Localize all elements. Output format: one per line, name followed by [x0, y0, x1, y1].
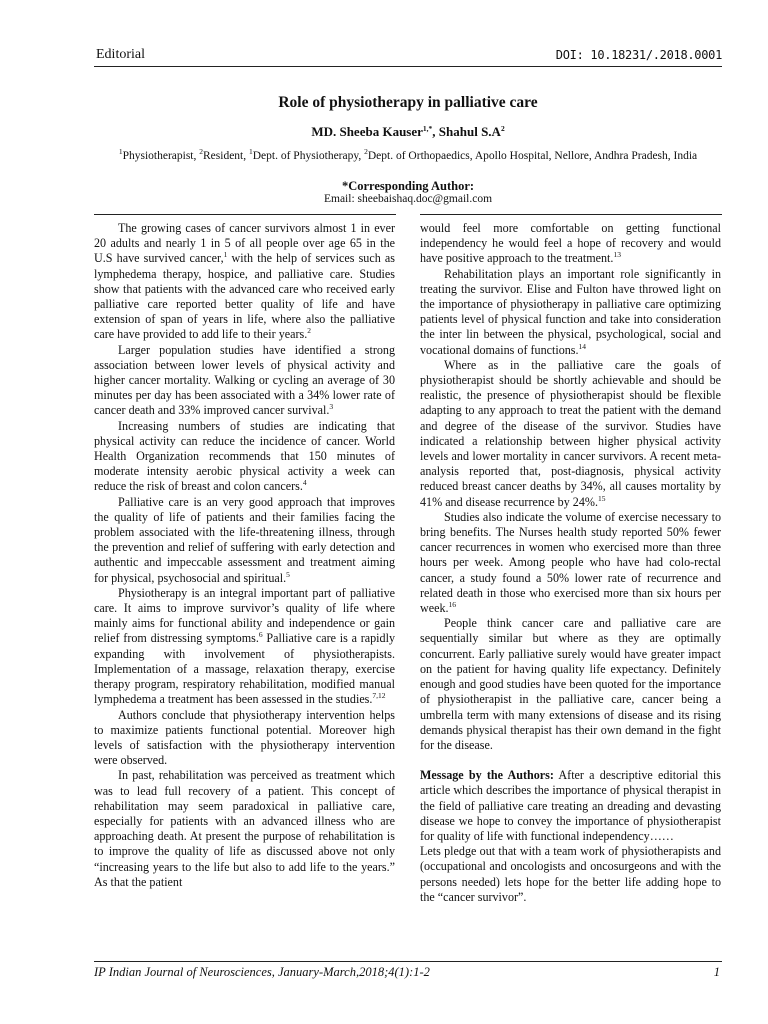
- journal-citation: IP Indian Journal of Neurosciences, January-March,2018;4(1):1-2: [94, 965, 430, 979]
- message-paragraph: [420, 768, 721, 844]
- paragraph-text: Physiotherapy is an integral important part of palliative care. It aims to improve survivor’s quality of life where mainly aims for functional ability and independence or gain relief from distressing symptoms.: [94, 585, 395, 646]
- paragraph-text: would feel more comfortable on getting functional independency he would feel a hope of recovery and would have positive approach to the treatment.: [420, 221, 721, 266]
- citation-ref: 4: [302, 478, 307, 488]
- paragraph-text: Palliative care is a rapidly expanding with involvement of physiotherapists. Implementation of a massage, relaxation therapy, exercise therapy program, respiratory rehabilitation, modified manual lymphedema a treatment has been assessed in the studies.: [94, 631, 395, 707]
- affil-text: Dept. of Physiotherapy,: [252, 150, 365, 162]
- paragraph-text: with the help of services such as lymphedema therapy, hospice, and palliative care. Studies show that patients with the advanced care who received early palliative care reported better quality of life and have extension of span of years in life, where also the palliative care have provided to add life to their years.: [94, 251, 396, 342]
- left-column-rule: [94, 214, 396, 215]
- message-text: Lets pledge out that with a team work of physiotherapists and (occupational and oncologists and oncosurgeons and with the persons needed) lets hope for the better life adding hope to the “cancer survivor”.: [420, 844, 721, 904]
- affiliations: [94, 147, 722, 162]
- affil-sup: 2: [364, 147, 368, 156]
- affil-text: Physiotherapist,: [122, 150, 200, 162]
- affil-text: Resident,: [203, 150, 249, 162]
- body-paragraph: [94, 221, 395, 343]
- body-paragraph: [420, 616, 721, 753]
- citation-ref: 7,12: [372, 691, 386, 701]
- body-paragraph: [94, 768, 395, 890]
- body-paragraph: [94, 343, 395, 419]
- citation-ref: 14: [578, 341, 587, 351]
- body-paragraph: [420, 221, 721, 267]
- author-email[interactable]: Email: sheebaishaq.doc@gmail.com: [323, 193, 493, 205]
- paragraph-text: Rehabilitation plays an important role significantly in treating the survivor. Elise and Fulton have throwed light on the importance of physiotherapy in palliative care optimizing patients level of physical function and take into consideration the inter lin between the physical, psychological, social and vocational domains of functions.: [420, 266, 721, 357]
- affil-sup: 1: [118, 147, 123, 156]
- citation-ref: 15: [597, 493, 606, 503]
- author-list: [94, 124, 722, 140]
- message-text: After a descriptive editorial this article which describes the importance of physical therapist in the field of palliative care treating an dreading and devasting disease we hope to convey the importance of physiotherapist for quality of life with functional independency……: [420, 768, 721, 843]
- paragraph-text: The growing cases of cancer survivors almost 1 in ever 20 adults and nearly 1 in 5 of all people over age 65 in the U.S have survived cancer,: [94, 221, 395, 266]
- paragraph-text: Where as in the palliative care the goals of physiotherapist should be shortly achievable and should be realistic, the presence of physiotherapist should be flexible adapting to any approach to treat the patient with the demand and degree of the disease of the survivor. Studies have indicated a relationship between higher physical activity levels and lower mortality in cancer survivors. A recent meta-analysis reported that, post-diagnosis, physical activity reduced breast cancer deaths by 34%, all causes mortality by 41% and disease recurrence by 24%.: [420, 357, 721, 509]
- body-paragraph: [94, 495, 395, 586]
- message-paragraph: [420, 844, 721, 905]
- paragraph-text: Increasing numbers of studies are indicating that physical activity can reduce the incidence of cancer. World Health Organization recommends that 150 minutes of moderate intensity aerobic physical activity a week can reduce the risk of breast and colon cancers.: [94, 418, 395, 494]
- page-number: 1: [713, 965, 720, 979]
- article-title: Role of physiotherapy in palliative care: [278, 94, 538, 111]
- author-affil-sup: 1,*: [422, 124, 433, 133]
- body-paragraph: [420, 267, 721, 358]
- body-paragraph: [420, 358, 721, 510]
- affil-sup: 1: [249, 147, 253, 156]
- paragraph-text: People think cancer care and palliative care are sequentially similar but where as they are optimally concurrent. Early palliative surely would have greater impact on the patient for having quality life expectancy. Definitely enough and good studies have been quoted for the importance of physiotherapist in the palliative care, cancer being a umbrella term with many extensions of disease and its rising demands physical therapist has their own demand in the fight for the disease.: [420, 616, 721, 752]
- right-column-rule: [420, 214, 722, 215]
- header-rule: [94, 66, 722, 67]
- body-paragraph: [94, 586, 395, 708]
- right-column: [420, 221, 721, 905]
- author-affil-sup: 2: [500, 124, 505, 133]
- citation-ref: 13: [613, 250, 621, 260]
- body-paragraph: [94, 419, 395, 495]
- left-column: [94, 221, 395, 890]
- paragraph-text: Studies also indicate the volume of exercise necessary to bring benefits. The Nurses health study reported 50% fewer cancer recurrences in women who exercised more than three hours per week. Among people who have had colo-rectal cancer, a study found a 50% lower rate of recurrence and related death in those who exercised more than six hours per week.: [420, 509, 721, 616]
- author-separator: ,: [432, 124, 439, 139]
- author-name: Shahul S.A: [438, 124, 501, 139]
- body-paragraph: [420, 510, 721, 616]
- footer-rule: [94, 961, 722, 962]
- citation-ref: 5: [286, 569, 290, 579]
- citation-ref: 3: [329, 402, 334, 412]
- citation-ref: 16: [448, 600, 457, 610]
- corresponding-author-label: *Corresponding Author:: [341, 179, 475, 193]
- paragraph-text: Palliative care is an very good approach that improves the quality of life of patients and their families facing the problem associated with the life-threatening illness, through the prevention and relief of suffering with early detection and authentic and impeccable assessment and treatment aiming for physical, psychosocial and spiritual.: [94, 494, 395, 585]
- citation-ref: 2: [307, 326, 311, 336]
- message-label: Message by the Authors:: [420, 768, 554, 783]
- paragraph-text: Authors conclude that physiotherapy intervention helps to maximize patients functional potential. Moreover high levels of satisfaction with the physiotherapy intervention were observed.: [94, 707, 395, 768]
- citation-ref: 6: [258, 630, 263, 640]
- citation-ref: 1: [223, 250, 228, 260]
- paragraph-text: Larger population studies have identified a strong association between lower levels of physical activity and higher cancer mortality. Walking or cycling an average of 30 minutes per day has been associated with a 34% lower rate of cancer death and 33% improved cancer survival.: [94, 342, 395, 418]
- affil-sup: 2: [199, 147, 203, 156]
- paragraph-text: In past, rehabilitation was perceived as treatment which was to lead full recovery of a patient. This concept of rehabilitation may seem paradoxical in palliative care, especially for patients with an advanced illness who are approaching death. At present the purpose of rehabilitation is to improve the quality of life as discussed above not only “increasing years to the life but also to add life to the years.” As that the patient: [94, 768, 395, 889]
- author-name: MD. Sheeba Kauser: [311, 124, 423, 139]
- body-paragraph: [94, 708, 395, 769]
- doi[interactable]: DOI: 10.18231/.2018.0001: [555, 48, 722, 62]
- section-label: Editorial: [96, 47, 145, 62]
- affil-text: Dept. of Orthopaedics, Apollo Hospital, Nellore, Andhra Pradesh, India: [367, 150, 698, 162]
